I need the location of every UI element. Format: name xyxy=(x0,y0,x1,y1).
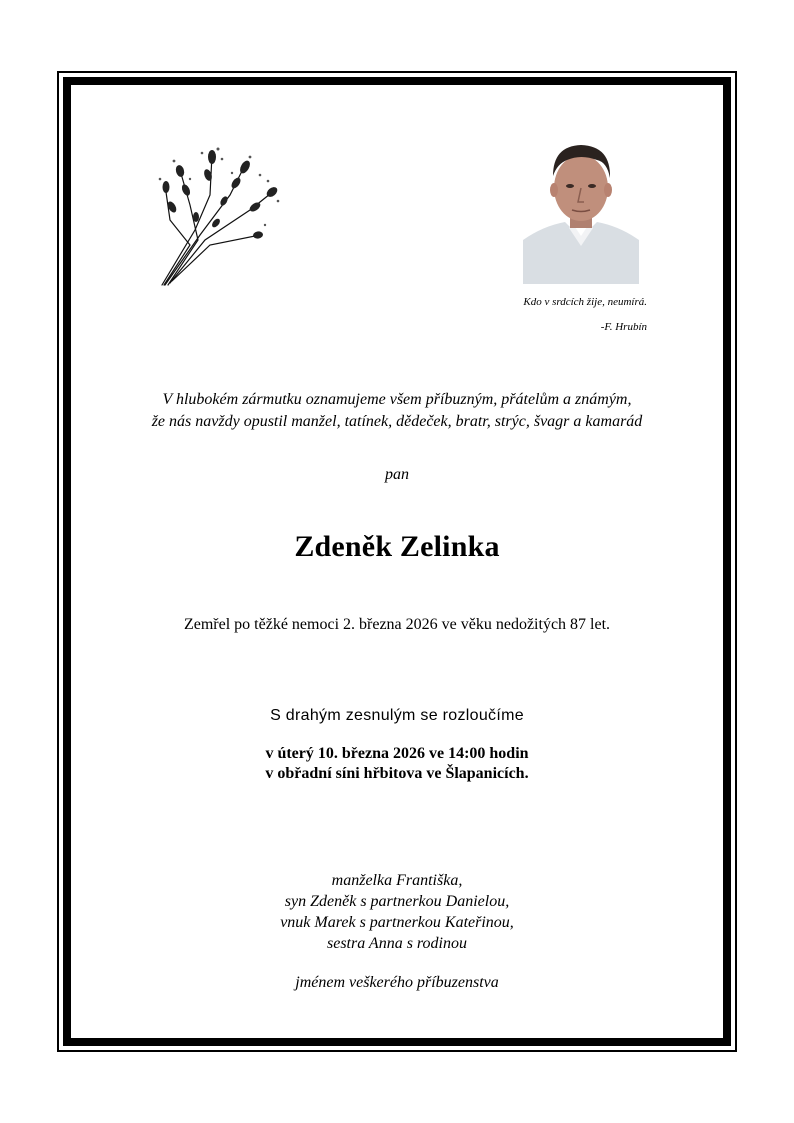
deceased-name: Zdeněk Zelinka xyxy=(294,530,500,563)
quote-text: Kdo v srdcích žije, neumírá. xyxy=(523,296,647,308)
title-word: pan xyxy=(385,466,409,483)
quote-author: -F. Hrubín xyxy=(600,321,647,333)
mourners-list xyxy=(0,870,794,954)
ceremony-place: v obřadní síni hřbitova ve Šlapanicích. xyxy=(265,765,529,782)
farewell-intro: S drahým zesnulým se rozloučíme xyxy=(270,707,524,724)
mourner-line: manželka Františka, xyxy=(331,872,463,889)
announcement-line: V hlubokém zármutku oznamujeme všem příbuzným, přátelům a známým, xyxy=(162,391,632,408)
announcement-line: že nás navždy opustil manžel, tatínek, dědeček, bratr, strýc, švagr a kamarád xyxy=(151,413,643,430)
ceremony-details xyxy=(0,744,794,784)
ceremony-date-time: v úterý 10. března 2026 ve 14:00 hodin xyxy=(265,745,529,762)
flower-bouquet-icon xyxy=(150,135,285,290)
announcement xyxy=(0,389,794,433)
mourner-line: sestra Anna s rodinou xyxy=(326,935,467,952)
death-notice: Zemřel po těžké nemoci 2. března 2026 ve věku nedožitých 87 let. xyxy=(183,616,611,633)
portrait-photo xyxy=(523,140,639,284)
mourner-line: syn Zdeněk s partnerkou Danielou, xyxy=(284,893,510,910)
closing-line: jménem veškerého příbuzenstva xyxy=(295,974,499,991)
mourner-line: vnuk Marek s partnerkou Kateřinou, xyxy=(280,914,514,931)
